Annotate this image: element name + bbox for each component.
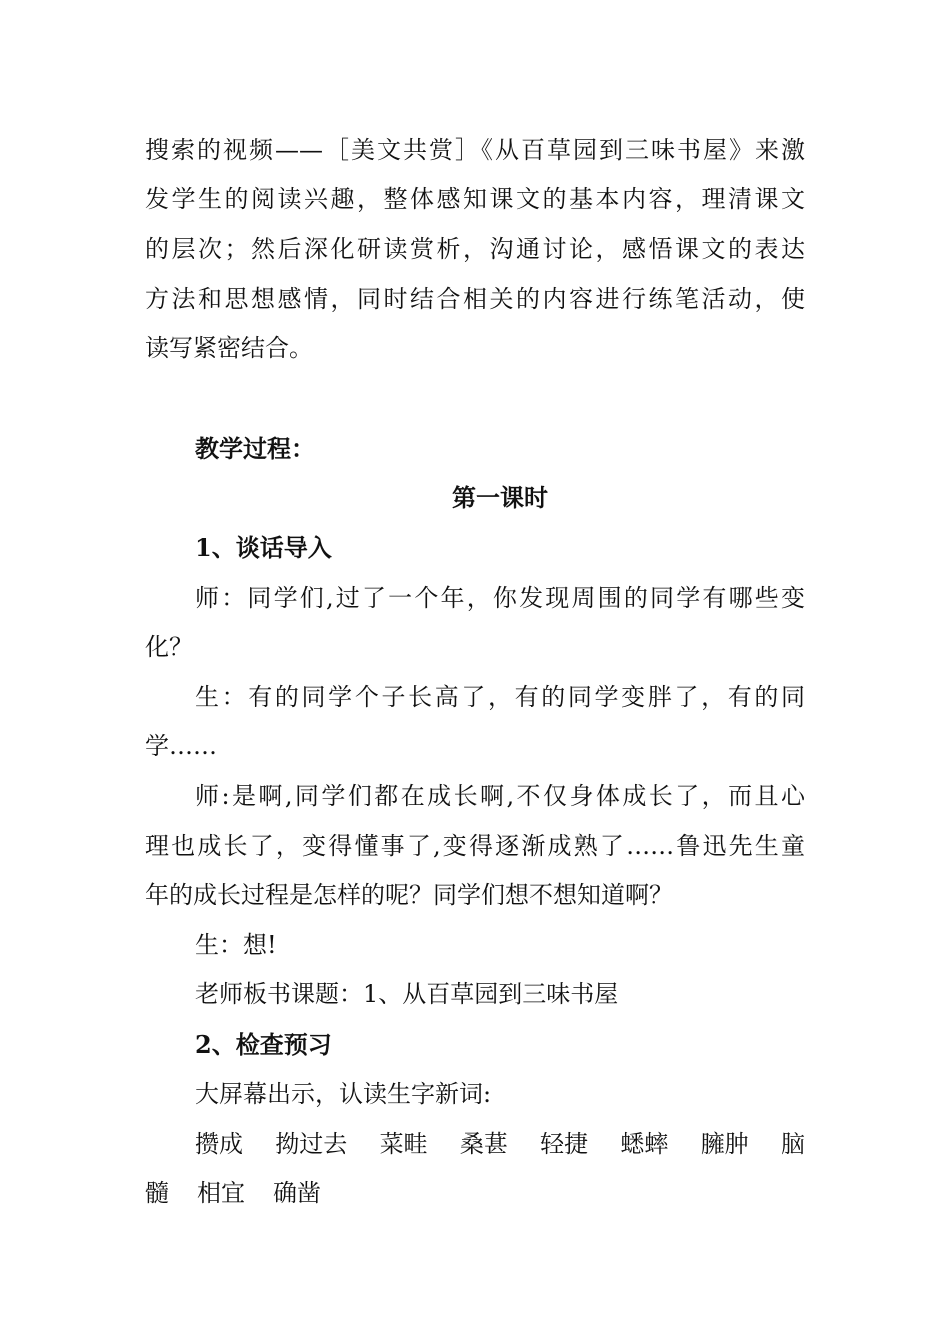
vocab-word: 蟋蟀 bbox=[620, 1130, 669, 1158]
intro-line-5: 读写紧密结合。 bbox=[145, 334, 313, 362]
vocab-word: 轻捷 bbox=[540, 1130, 589, 1158]
section1-line-8: 生：想! bbox=[195, 931, 277, 959]
intro-line-4: 方法和思想感情，同时结合相关的内容进行练笔活动，使 bbox=[145, 285, 805, 313]
vocab-word: 臃肿 bbox=[700, 1130, 749, 1158]
section1-line-3: 生：有的同学个子长高了，有的同学变胖了，有的同 bbox=[195, 683, 805, 711]
vocab-word: 拗过去 bbox=[275, 1130, 348, 1158]
section2-heading: 2、检查预习 bbox=[195, 1030, 332, 1059]
section1-line-9: 老师板书课题：1、从百草园到三味书屋 bbox=[195, 980, 619, 1008]
section1-line-7: 年的成长过程是怎样的呢？同学们想不想知道啊？ bbox=[145, 881, 673, 909]
vocab-line-1 bbox=[195, 1127, 805, 1161]
vocab-word: 确凿 bbox=[273, 1179, 321, 1207]
vocab-word: 桑葚 bbox=[459, 1130, 508, 1158]
intro-line-2: 发学生的阅读兴趣，整体感知课文的基本内容，理清课文 bbox=[145, 185, 805, 213]
vocab-word: 髓 bbox=[145, 1179, 169, 1207]
vocab-word: 攒成 bbox=[195, 1130, 243, 1158]
process-heading: 教学过程： bbox=[195, 434, 315, 463]
intro-line-1: 搜索的视频——［美文共赏］《从百草园到三味书屋》来激 bbox=[145, 136, 805, 164]
vocab-word: 相宜 bbox=[197, 1179, 245, 1207]
section1-line-5: 师:是啊,同学们都在成长啊,不仅身体成长了，而且心 bbox=[195, 782, 805, 810]
section1-line-4: 学…… bbox=[145, 732, 217, 760]
vocab-word: 脑 bbox=[780, 1130, 805, 1158]
section1-line-2: 化？ bbox=[145, 633, 193, 661]
vocab-line-2 bbox=[145, 1176, 805, 1210]
section1-line-6: 理也成长了，变得懂事了,变得逐渐成熟了……鲁迅先生童 bbox=[145, 832, 805, 860]
section2-prompt: 大屏幕出示，认读生字新词: bbox=[195, 1080, 492, 1108]
lesson-title: 第一课时 bbox=[452, 483, 548, 512]
section1-heading: 1、谈话导入 bbox=[195, 533, 332, 562]
section1-line-1: 师：同学们,过了一个年，你发现周围的同学有哪些变 bbox=[195, 584, 805, 612]
vocab-word: 菜畦 bbox=[379, 1130, 428, 1158]
intro-line-3: 的层次；然后深化研读赏析，沟通讨论，感悟课文的表达 bbox=[145, 235, 805, 263]
